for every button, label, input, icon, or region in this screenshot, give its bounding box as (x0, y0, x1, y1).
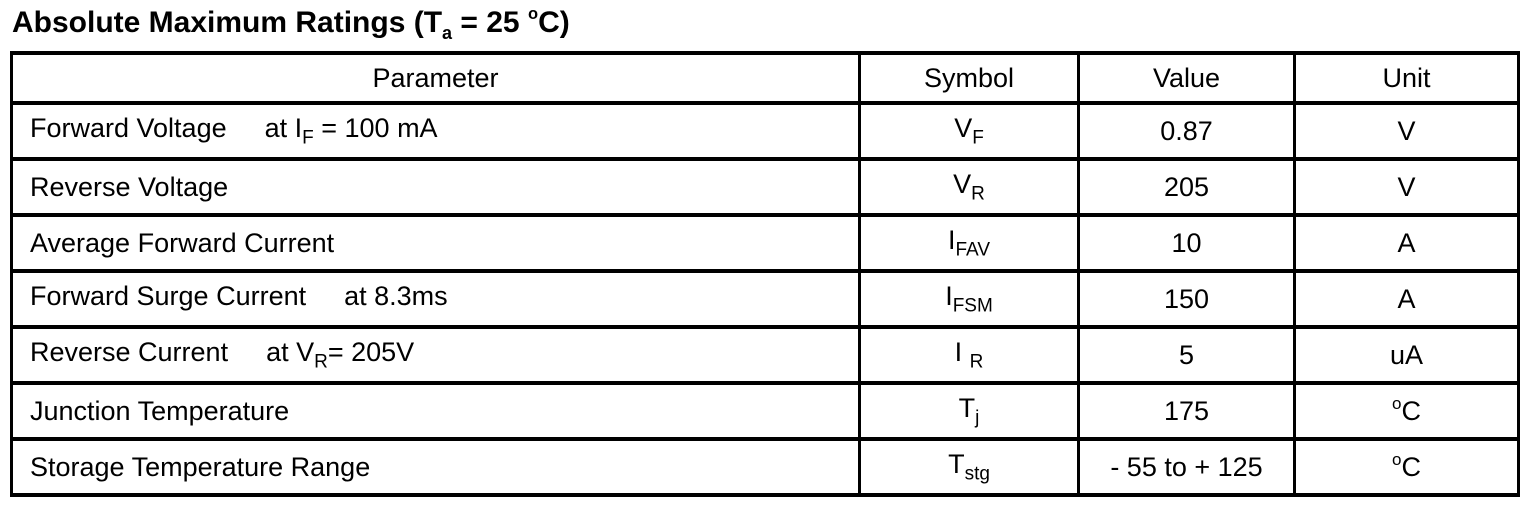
value-cell: 175 (1079, 383, 1295, 439)
title-mid-text: = 25 (452, 6, 528, 39)
table-row-storage-temperature-range (12, 439, 1519, 495)
unit-text: V (1397, 116, 1416, 146)
unit-text: C (1401, 396, 1421, 426)
condition-subscript: F (302, 127, 314, 149)
value-cell: 5 (1079, 327, 1295, 383)
unit-superscript: o (1392, 394, 1402, 413)
condition-text: at V (266, 336, 315, 367)
parameter-cell (12, 159, 860, 215)
column-header-parameter: Parameter (12, 53, 860, 103)
unit-cell (1295, 327, 1519, 383)
absolute-maximum-ratings-table (10, 51, 1520, 497)
unit-cell (1295, 103, 1519, 159)
symbol-base: I (954, 336, 970, 367)
table-header-row (12, 53, 1519, 103)
unit-cell (1295, 215, 1519, 271)
condition-text: at I (264, 112, 303, 143)
parameter-cell (12, 327, 860, 383)
unit-text: uA (1389, 340, 1424, 370)
symbol-cell (860, 271, 1079, 327)
parameter-cell (12, 103, 860, 159)
page-title (12, 6, 1523, 44)
parameter-name: Reverse Current (30, 336, 229, 367)
symbol-subscript: R (971, 183, 985, 205)
condition-text-post: = 205V (327, 336, 415, 367)
parameter-cell (12, 215, 860, 271)
condition-text: at 8.3ms (344, 280, 448, 311)
unit-cell (1295, 383, 1519, 439)
degree-symbol: o (527, 5, 539, 23)
symbol-base: T (948, 448, 965, 479)
unit-text: C (1401, 452, 1421, 482)
unit-cell (1295, 159, 1519, 215)
symbol-base: V (954, 112, 973, 143)
symbol-cell (860, 103, 1079, 159)
symbol-subscript: R (969, 351, 984, 373)
table-row-reverse-current (12, 327, 1519, 383)
parameter-condition (264, 112, 438, 149)
symbol-subscript: FSM (952, 295, 993, 317)
column-header-unit: Unit (1295, 53, 1519, 103)
title-end-text: C) (538, 6, 570, 39)
value-cell: 205 (1079, 159, 1295, 215)
parameter-condition (266, 336, 415, 373)
symbol-subscript: F (972, 127, 984, 149)
parameter-name: Forward Surge Current (30, 280, 307, 311)
symbol-subscript: stg (964, 463, 990, 485)
unit-cell (1295, 439, 1519, 495)
value-cell: 0.87 (1079, 103, 1295, 159)
symbol-cell (860, 439, 1079, 495)
table-row-forward-voltage (12, 103, 1519, 159)
symbol-cell (860, 383, 1079, 439)
symbol-base: T (958, 392, 976, 423)
parameter-name: Reverse Voltage (30, 171, 229, 202)
symbol-base: V (953, 168, 972, 199)
unit-text: A (1397, 284, 1416, 314)
symbol-subscript: j (975, 407, 980, 429)
title-text: Absolute Maximum Ratings (T (12, 6, 443, 39)
unit-cell (1295, 271, 1519, 327)
value-cell: - 55 to + 125 (1079, 439, 1295, 495)
column-header-value: Value (1079, 53, 1295, 103)
table-row-reverse-voltage (12, 159, 1519, 215)
table-row-junction-temperature (12, 383, 1519, 439)
column-header-symbol: Symbol (860, 53, 1079, 103)
table-row-forward-surge-current (12, 271, 1519, 327)
parameter-name: Forward Voltage (30, 112, 227, 143)
parameter-condition (344, 281, 448, 311)
value-cell: 150 (1079, 271, 1295, 327)
condition-text-post: = 100 mA (313, 112, 438, 143)
symbol-cell (860, 327, 1079, 383)
symbol-subscript: FAV (955, 239, 990, 261)
title-subscript-a: a (442, 23, 453, 43)
symbol-cell (860, 159, 1079, 215)
parameter-cell (12, 439, 860, 495)
unit-superscript: o (1392, 450, 1402, 469)
parameter-name: Storage Temperature Range (30, 451, 371, 482)
symbol-base: I (945, 280, 953, 311)
symbol-base: I (947, 224, 956, 255)
parameter-name: Average Forward Current (30, 227, 335, 258)
unit-text: V (1397, 172, 1416, 202)
symbol-cell (860, 215, 1079, 271)
value-cell: 10 (1079, 215, 1295, 271)
parameter-name: Junction Temperature (30, 395, 290, 426)
unit-text: A (1397, 228, 1416, 258)
condition-subscript: R (314, 351, 328, 373)
table-row-average-forward-current (12, 215, 1519, 271)
parameter-cell (12, 271, 860, 327)
parameter-cell (12, 383, 860, 439)
